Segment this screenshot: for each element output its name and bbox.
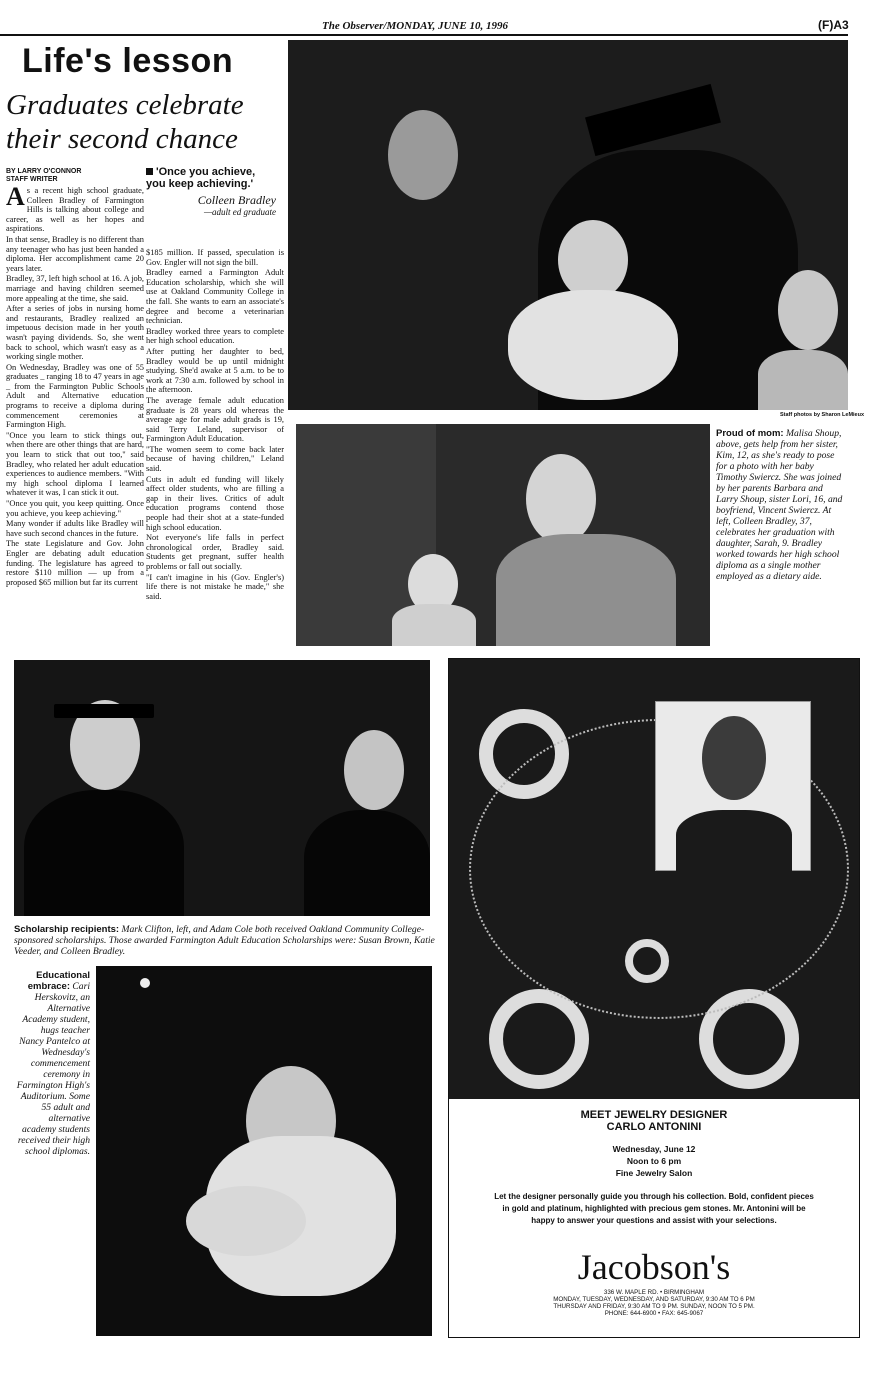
pull-quote-role: —adult ed graduate	[204, 207, 276, 217]
caption-text: Malisa Shoup, above, gets help from her sister, Kim, 12, as she's ready to pose for a photo with her baby Timothy Swiercz. She was joined by her parents Barbara and Larry Shoup, sister Lori, 16, and boyfriend, Vincent Swiercz. At left, Colleen Bradley, 37, celebrates her graduation with daughter, Sarah, 9. Bradley worked towards her high school diploma as a single mother employed as a dietary aide.	[716, 428, 843, 582]
pull-quote-name: Colleen Bradley	[197, 193, 276, 207]
caption-text: Cari Herskovitz, an Alternative Academy student, hugs teacher Nancy Pantelco at Wednesday's commencement ceremony in Farmington High's Auditorium. Some 55 adult and alternative academy students received their high school diplomas.	[16, 981, 90, 1157]
story-column-2	[146, 248, 284, 602]
caption-scholarship-recipients	[14, 924, 454, 957]
ad-headline-line: CARLO ANTONINI	[606, 1121, 702, 1133]
story-paragraph: Not everyone's life falls in perfect chronological order, Bradley said. Students get pregnant, suffer health problems or fall out socially.	[146, 533, 284, 571]
byline-role: STAFF WRITER	[6, 176, 58, 183]
ad-event-time: Noon to 6 pm	[626, 1156, 682, 1166]
caption-label: Scholarship recipients:	[14, 924, 120, 935]
bullet-square-icon	[146, 168, 153, 175]
story-paragraph: Many wonder if adults like Bradley will have such second chances in the future.	[6, 519, 144, 538]
masthead-date: The Observer/MONDAY, JUNE 10, 1996	[322, 20, 508, 32]
photo-mother-with-daughter	[296, 424, 710, 646]
story-text: s a recent high school graduate, Colleen Bradley of Farmington Hills is talking about college and career, as well as her hopes and aspirations.	[6, 186, 144, 234]
story-column-1	[6, 182, 144, 588]
story-paragraph	[6, 182, 144, 234]
page-number: (F)A3	[818, 18, 849, 32]
designer-portrait	[655, 701, 811, 871]
jacobsons-ad	[448, 658, 860, 1338]
caption-proud-of-mom	[716, 428, 846, 582]
ad-headline-line: MEET JEWELRY DESIGNER	[580, 1109, 728, 1121]
photo-graduate-with-baby	[288, 40, 848, 410]
story-paragraph: In that sense, Bradley is no different than any teenager who has just been handed a diploma. Her accomplishment came 20 years later.	[6, 234, 144, 273]
caption-educational-embrace	[14, 970, 90, 1157]
story-paragraph: After a series of jobs in nursing home and restaurants, Bradley realized an impetuous decision made in her youth wasn't paying dividends. So, she went back to school, which wasn't easy as a working single mother.	[6, 304, 144, 362]
caption-label: Educational embrace:	[27, 970, 90, 992]
story-paragraph: "I can't imagine in his (Gov. Engler's) life there is not mistake he made," she said.	[146, 572, 284, 601]
photo-scholarship-recipients	[14, 660, 430, 916]
story-paragraph: $185 million. If passed, speculation is Gov. Engler will not sign the bill.	[146, 248, 284, 267]
ad-address-line: 336 W. MAPLE RD. • BIRMINGHAM	[603, 1289, 705, 1296]
drop-cap: A	[6, 182, 25, 211]
byline-name: BY LARRY O'CONNOR	[6, 168, 82, 175]
ad-phone-line: PHONE: 644-6900 • FAX: 645-9067	[604, 1310, 704, 1317]
story-paragraph: "Once you learn to stick things out, when there are other things that are hard, you learn to stick that out too," said Bradley, who related her adult education experiences to audience members. "With my high school diploma I learned whatever it was, I can stick it out.	[6, 430, 144, 498]
ad-event-info	[449, 1143, 859, 1179]
headline: Life's lesson	[22, 42, 234, 80]
story-paragraph: "The women seem to come back later because of having children," Leland said.	[146, 444, 284, 474]
photo-educational-embrace	[96, 966, 432, 1336]
caption-text: Mark Clifton, left, and Adam Cole both received Oakland Community College-sponsored scholarships. Those awarded Farmington Adult Education Scholarships were: Susan Brown, Katie Veeder, and Colleen Bradley.	[14, 924, 435, 957]
story-paragraph: Bradley, 37, left high school at 16. A job, marriage and having children seemed more appealing at the time, she said.	[6, 274, 144, 303]
ad-jewelry-image	[449, 659, 859, 1099]
masthead-rule	[0, 34, 848, 36]
pull-quote-text: 'Once you achieve, you keep achieving.'	[146, 166, 256, 190]
deck: Graduates celebrate their second chance	[6, 89, 244, 155]
ad-headline	[449, 1109, 859, 1133]
story-paragraph: The average female adult education graduate is 28 years old whereas the average age for male adult grads is 19, said Terry Leland, supervisor of Farmington Adult Education.	[146, 395, 284, 444]
photo-credit: Staff photos by Sharon LeMieux	[780, 412, 865, 418]
ad-event-date: Wednesday, June 12	[612, 1144, 696, 1154]
ad-hours-line: MONDAY, TUESDAY, WEDNESDAY, AND SATURDAY, 9:30 AM TO 6 PM	[553, 1296, 755, 1303]
jewelry-pendant	[489, 989, 589, 1089]
ad-body: Let the designer personally guide you through his collection. Bold, confident pieces in gold and platinum, highlighted with precious gem stones. Mr. Antonini will be happy to answer your questions and assist with your selections.	[494, 1192, 814, 1225]
story-paragraph: After putting her daughter to bed, Bradley would be up until midnight studying. She'd awake at 5 a.m. to be to work at 7:30 a.m. followed by school in the afternoon.	[146, 346, 284, 395]
ad-hours-line: THURSDAY AND FRIDAY, 9:30 AM TO 9 PM. SUNDAY, NOON TO 5 PM.	[553, 1303, 755, 1310]
story-paragraph: The state Legislature and Gov. John Engler are debating adult education funding. The legislature has agreed to restore $110 million — up from a proposed $65 million but far its current	[6, 539, 144, 587]
story-paragraph: "Once you quit, you keep quitting. Once you achieve, you keep achieving."	[6, 499, 144, 518]
story-paragraph: Cuts in adult ed funding will likely affect older students, who are filling a gap in their lives. Critics of adult education programs contend those people had their shot at a state-funded high school education.	[146, 474, 284, 532]
jacobsons-logo: Jacobson's	[577, 1247, 731, 1287]
ad-address	[449, 1289, 859, 1317]
pull-quote	[146, 166, 276, 218]
story-paragraph: Bradley worked three years to complete her high school education.	[146, 326, 284, 346]
ad-event-place: Fine Jewelry Salon	[615, 1168, 693, 1178]
story-paragraph: On Wednesday, Bradley was one of 55 graduates _ ranging 18 to 47 years in age _ from the Farmington Public Schools Adult and Alternative education programs to receive a diploma during commencement ceremonies at Farmington High.	[6, 362, 144, 430]
masthead	[0, 14, 884, 36]
story-paragraph: Bradley earned a Farmington Adult Education scholarship, which she will use at Oakland Community College in the fall. She wants to earn an associate's degree and become a veterinarian technician.	[146, 268, 284, 326]
caption-label: Proud of mom:	[716, 428, 784, 439]
